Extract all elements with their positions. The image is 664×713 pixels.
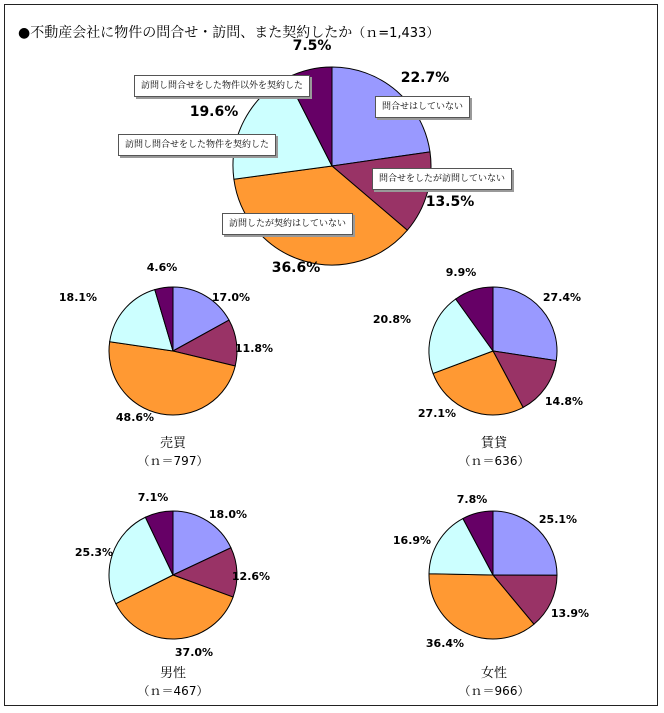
pie-male-label-visited-not-contracted: 37.0% (174, 646, 214, 659)
pie-male-label-contracted-other: 7.1% (137, 491, 169, 504)
pie-label-rental: 賃貸 (480, 436, 507, 451)
pie-rental-label-not-inquired: 27.4% (542, 291, 582, 304)
chart-title-n: （ｎ=1,433） (352, 26, 440, 41)
pie-n-female: （ｎ＝966） (458, 684, 530, 698)
pie-male-label-contracted-same: 25.3% (74, 546, 114, 559)
pie-sales-label-contracted-same: 18.1% (58, 291, 98, 304)
pie-label-sales: 売買 (159, 436, 186, 451)
pie-n-male: （ｎ＝467） (137, 684, 209, 698)
pie-female-label-inquired-not-visited: 13.9% (550, 607, 590, 620)
pie-female-label-not-inquired: 25.1% (538, 513, 578, 526)
pie-main-label-inquired-not-visited: 13.5% (425, 194, 475, 210)
pie-rental-label-contracted-other: 9.9% (445, 266, 477, 279)
pie-sales-label-not-inquired: 17.0% (211, 291, 251, 304)
pie-main-label-contracted-same: 19.6% (189, 104, 239, 120)
pie-rental-label-inquired-not-visited: 14.8% (544, 395, 584, 408)
pie-label-female: 女性 (480, 666, 507, 681)
pie-label-male: 男性 (159, 666, 186, 681)
pie-n-rental: （ｎ＝636） (458, 454, 530, 468)
pie-female-label-visited-not-contracted: 36.4% (425, 637, 465, 650)
pie-male-label-not-inquired: 18.0% (208, 508, 248, 521)
pie-sales-label-contracted-other: 4.6% (146, 261, 178, 274)
pie-male-label-inquired-not-visited: 12.6% (231, 570, 271, 583)
legend-contracted-same: 訪問し問合せをした物件を契約した (118, 134, 276, 156)
pie-n-sales: （ｎ＝797） (137, 454, 209, 468)
pie-rental-label-visited-not-contracted: 27.1% (417, 407, 457, 420)
pie-rental-label-contracted-same: 20.8% (372, 313, 412, 326)
legend-visited-not-contracted: 訪問したが契約はしていない (222, 213, 353, 235)
pie-main-label-contracted-other: 7.5% (292, 38, 332, 54)
pie-main-label-not-inquired: 22.7% (400, 70, 450, 86)
pie-main-label-visited-not-contracted: 36.6% (271, 260, 321, 276)
pie-sales-label-visited-not-contracted: 48.6% (115, 411, 155, 424)
legend-not-inquired: 問合せはしていない (375, 96, 470, 118)
pie-female-label-contracted-other: 7.8% (456, 493, 488, 506)
legend-contracted-other: 訪問し問合せをした物件以外を契約した (134, 75, 310, 97)
pie-female-label-contracted-same: 16.9% (392, 534, 432, 547)
chart-title-text: ●不動産会社に物件の問合せ・訪問、また契約したか (18, 25, 353, 41)
pie-sales-label-inquired-not-visited: 11.8% (234, 342, 274, 355)
legend-inquired-not-visited: 問合せをしたが訪問していない (372, 168, 512, 190)
